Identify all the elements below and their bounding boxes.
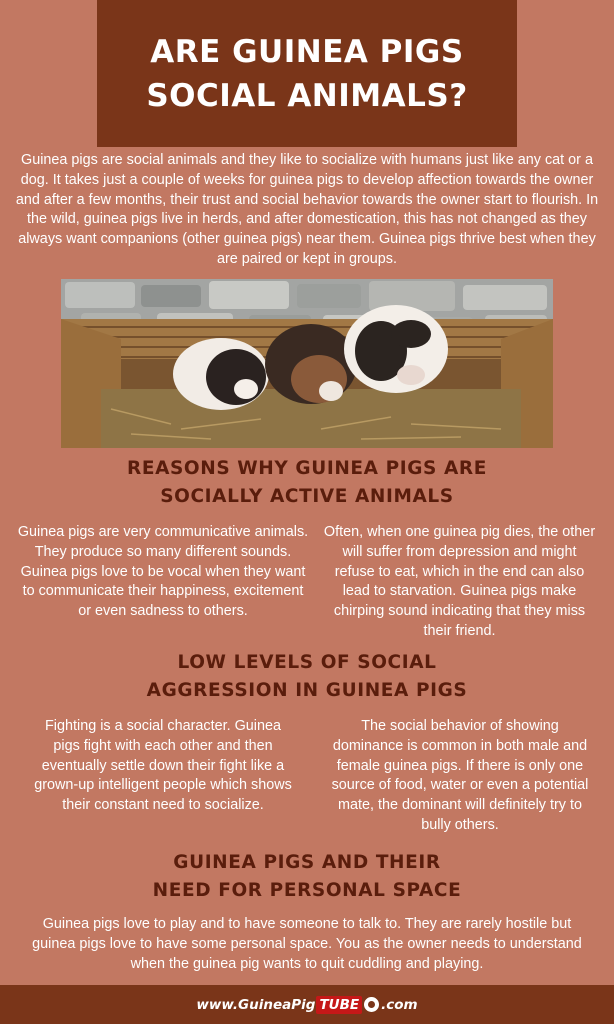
title-banner	[97, 0, 517, 147]
page-title-line2: SOCIAL ANIMALS?	[146, 77, 468, 114]
intro-paragraph: Guinea pigs are social animals and they like to socialize with humans just like any cat or a dog. It takes just a couple of weeks for guinea pigs to develop affection towards the owner and after a few months, their trust and social behavior towards the owner start to flourish. In the wild, guinea pigs live in herds, and after domestication, this has not changed as they always want companions (other guinea pigs) near them. Guinea pigs thrive best when they are paired or kept in groups.	[15, 152, 599, 267]
heading-line: NEED FOR PERSONAL SPACE	[152, 880, 462, 901]
reasons-left-paragraph: Guinea pigs are very communicative animals. They produce so many different sounds. Guinea pigs love to be vocal when they want to communicate their happiness, excitement or even sadness to others.	[17, 524, 309, 620]
heading-line: AGGRESSION IN GUINEA PIGS	[146, 680, 468, 701]
section-heading-aggression	[0, 649, 614, 705]
reasons-right-paragraph: Often, when one guinea pig dies, the other will suffer from depression and might refuse to eat, which in the end can also lead to starvation. Guinea pigs make chirping sound indicating that they miss their friend.	[323, 524, 596, 639]
heading-line: REASONS WHY GUINEA PIGS ARE	[127, 458, 487, 479]
url-prefix: www.GuineaPig	[196, 996, 316, 1013]
guinea-pigs-photo	[61, 279, 553, 448]
footer-bar	[0, 985, 614, 1024]
url-suffix: .com	[381, 996, 418, 1013]
section-heading-reasons	[0, 455, 614, 511]
heading-line: SOCIALLY ACTIVE ANIMALS	[160, 486, 454, 507]
section-heading-personal-space	[0, 849, 614, 905]
aggression-left-paragraph: Fighting is a social character. Guinea pigs fight with each other and then eventually settle down their fight like a grown-up intelligent people which shows their constant need to socialize.	[34, 718, 292, 814]
personal-space-paragraph: Guinea pigs love to play and to have someone to talk to. They are rarely hostile but guinea pigs love to have some personal space. You as the owner needs to understand when the guinea pig wants to quit cuddling and playing.	[32, 916, 582, 972]
heading-line: GUINEA PIGS AND THEIR	[173, 852, 441, 873]
aggression-right-paragraph: The social behavior of showing dominance is common in both male and female guinea pigs. If there is only one source of food, water or even a potential mate, the dominant will definitely try to bully others.	[331, 718, 589, 833]
brand-tube: TUBE	[316, 996, 362, 1014]
page-title-line1: ARE GUINEA PIGS	[150, 33, 464, 70]
heading-line: LOW LEVELS OF SOCIAL	[177, 652, 437, 673]
website-link[interactable]	[196, 996, 417, 1014]
guinea-pig-logo-icon	[364, 997, 379, 1012]
